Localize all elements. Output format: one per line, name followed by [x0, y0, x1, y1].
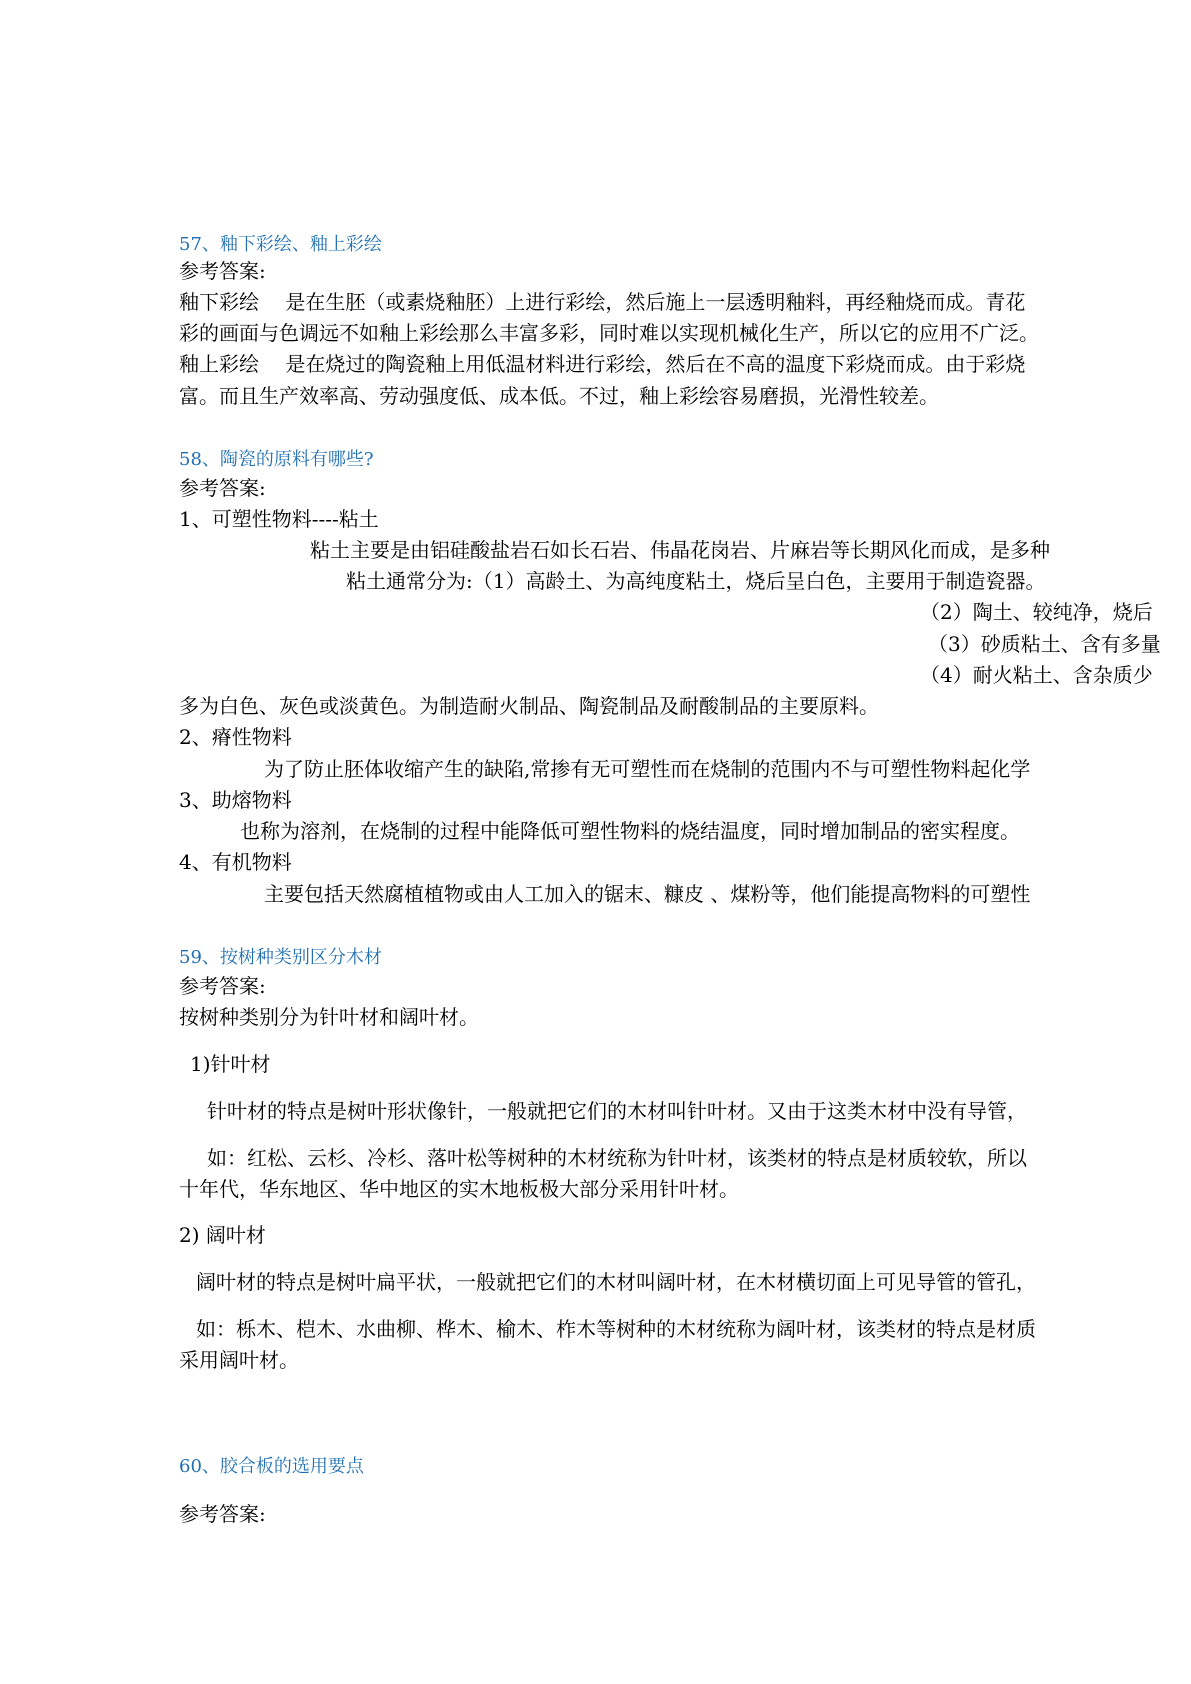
question-heading-58: 58、陶瓷的原料有哪些?	[179, 449, 374, 470]
answer-line: 4、有机物料	[179, 850, 292, 874]
answer-line: 2、瘠性物料	[179, 725, 292, 749]
answer-line: 彩的画面与色调远不如釉上彩绘那么丰富多彩，同时难以实现机械化生产，所以它的应用不广泛。	[179, 321, 1039, 345]
answer-line: （2）陶土、较纯净，烧后	[920, 600, 1153, 624]
answer-line: 粘土通常分为:（1）高龄土、为高纯度粘土，烧后呈白色，主要用于制造瓷器。	[346, 569, 1046, 593]
question-heading-59: 59、按树种类别区分木材	[179, 947, 382, 968]
answer-label-59: 参考答案:	[179, 974, 266, 998]
answer-line: 3、助熔物料	[179, 788, 292, 812]
answer-label-60: 参考答案:	[179, 1502, 266, 1526]
answer-line: 采用阔叶材。	[179, 1348, 299, 1372]
subheading: 2) 阔叶材	[179, 1223, 266, 1247]
answer-line: 粘土主要是由铝硅酸盐岩石如长石岩、伟晶花岗岩、片麻岩等长期风化而成，是多种	[310, 538, 1050, 562]
subheading: 1)针叶材	[190, 1052, 271, 1076]
answer-line: 针叶材的特点是树叶形状像针，一般就把它们的木材叫针叶材。又由于这类木材中没有导管，	[207, 1099, 1027, 1123]
answer-line: 如：红松、云杉、冷杉、落叶松等树种的木材统称为针叶材，该类材的特点是材质较软，所以	[207, 1146, 1027, 1170]
answer-line: 釉上彩绘 是在烧过的陶瓷釉上用低温材料进行彩绘，然后在不高的温度下彩烧而成。由于彩烧	[179, 352, 1026, 376]
answer-line: 为了防止胚体收缩产生的缺陷,常掺有无可塑性而在烧制的范围内不与可塑性物料起化学	[264, 757, 1031, 781]
answer-line: 釉下彩绘 是在生胚（或素烧釉胚）上进行彩绘，然后施上一层透明釉料，再经釉烧而成。青花	[179, 290, 1026, 314]
answer-line: 多为白色、灰色或淡黄色。为制造耐火制品、陶瓷制品及耐酸制品的主要原料。	[179, 694, 879, 718]
answer-line: 如：栎木、桤木、水曲柳、桦木、榆木、柞木等树种的木材统称为阔叶材，该类材的特点是材质	[196, 1317, 1036, 1341]
question-heading-57: 57、釉下彩绘、釉上彩绘	[179, 234, 382, 255]
answer-label-58: 参考答案:	[179, 476, 266, 500]
answer-line: 也称为溶剂，在烧制的过程中能降低可塑性物料的烧结温度，同时增加制品的密实程度。	[240, 819, 1020, 843]
answer-line: 富。而且生产效率高、劳动强度低、成本低。不过，釉上彩绘容易磨损，光滑性较差。	[179, 384, 939, 408]
answer-line: 阔叶材的特点是树叶扁平状，一般就把它们的木材叫阔叶材，在木材横切面上可见导管的管孔，	[196, 1270, 1036, 1294]
answer-line: 主要包括天然腐植植物或由人工加入的锯末、糠皮 、煤粉等，他们能提高物料的可塑性	[264, 882, 1031, 906]
answer-line: （3）砂质粘土、含有多量	[928, 632, 1161, 656]
answer-line: （4）耐火粘土、含杂质少	[920, 663, 1153, 687]
answer-line: 1、可塑性物料----粘土	[179, 507, 379, 531]
answer-line: 十年代，华东地区、华中地区的实木地板极大部分采用针叶材。	[179, 1177, 739, 1201]
answer-line: 按树种类别分为针叶材和阔叶材。	[179, 1005, 479, 1029]
answer-label-57: 参考答案:	[179, 259, 266, 283]
question-heading-60: 60、胶合板的选用要点	[179, 1456, 364, 1477]
